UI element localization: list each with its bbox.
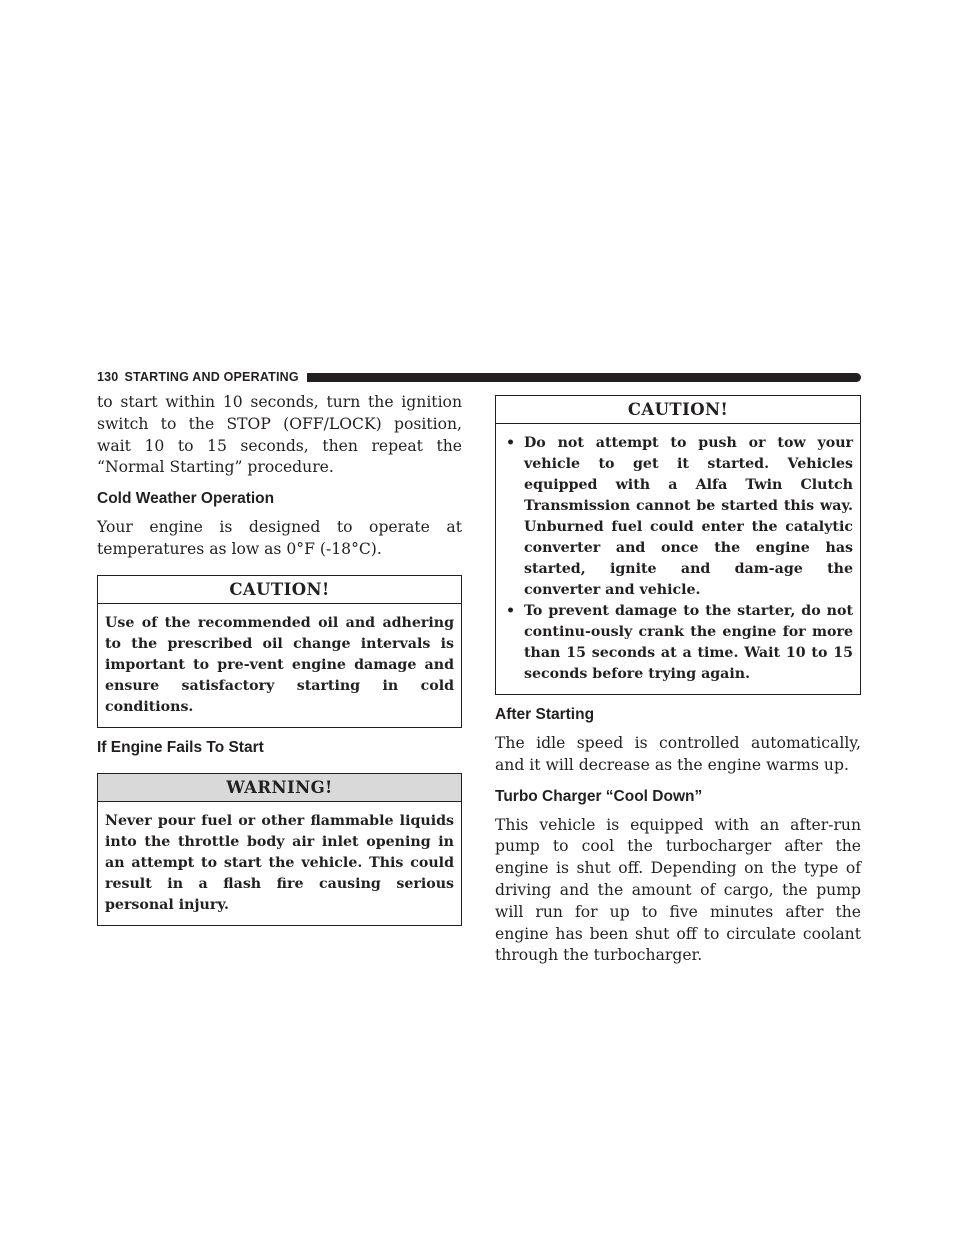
cold-weather-paragraph: Your engine is designed to operate at temperatures as low as 0°F (-18°C).: [97, 518, 462, 558]
after-starting-paragraph: The idle speed is controlled automatically, and it will decrease as the engine warms up.: [495, 734, 861, 774]
caution-box-oil: [97, 575, 462, 728]
warning-box: [97, 773, 462, 926]
intro-paragraph: to start within 10 seconds, turn the ignition switch to the STOP (OFF/LOCK) position, wait 10 to 15 seconds, then repeat the “Normal Starting” procedure.: [97, 393, 462, 477]
right-column: [495, 392, 861, 975]
warning-title: WARNING!: [98, 774, 461, 802]
caution-title: CAUTION!: [496, 396, 860, 424]
turbo-heading: Turbo Charger “Cool Down”: [495, 787, 703, 805]
cold-weather-heading: Cold Weather Operation: [97, 490, 275, 508]
after-starting-heading: After Starting: [495, 706, 595, 723]
caution-title: CAUTION!: [98, 576, 461, 604]
engine-fails-heading: If Engine Fails To Start: [97, 738, 264, 756]
left-column: [97, 392, 462, 936]
caution-box-starting: [495, 395, 861, 695]
warning-text: Never pour fuel or other flammable liquids into the throttle body air inlet opening in an attempt to start the vehicle. This could result in a flash fire causing serious personal injury.: [105, 812, 454, 913]
caution-list-body: [496, 424, 860, 694]
section-title: STARTING AND OPERATING: [124, 370, 299, 384]
list-item: [503, 433, 853, 601]
list-item-text: To prevent damage to the starter, do not continu-ously crank the engine for more than 15 seconds at a time. Wait 10 to 15 seconds before trying again.: [524, 603, 853, 682]
page-number: 130: [97, 370, 119, 384]
caution-text: Use of the recommended oil and adhering to the prescribed oil change intervals is important to pre-vent engine damage and ensure satisfactory starting in cold conditions.: [105, 614, 454, 715]
list-item: [503, 601, 853, 685]
bullet-icon: •: [506, 435, 516, 451]
caution-list: [503, 433, 853, 685]
header-rule: [307, 373, 861, 382]
bullet-icon: •: [506, 603, 516, 619]
turbo-paragraph: This vehicle is equipped with an after-run pump to cool the turbocharger after the engine is shut off. Depending on the type of driving and the amount of cargo, the pump will run for up to five minutes after the engine has been shut off to circulate coolant through the turbocharger.: [495, 815, 861, 965]
page-header: [97, 370, 861, 384]
list-item-text: Do not attempt to push or tow your vehicle to get it started. Vehicles equipped with a Alfa Twin Clutch Transmission cannot be started this way. Unburned fuel could enter the catalytic converter and once the engine has started, ignite and dam-age the converter and vehicle.: [524, 435, 853, 598]
